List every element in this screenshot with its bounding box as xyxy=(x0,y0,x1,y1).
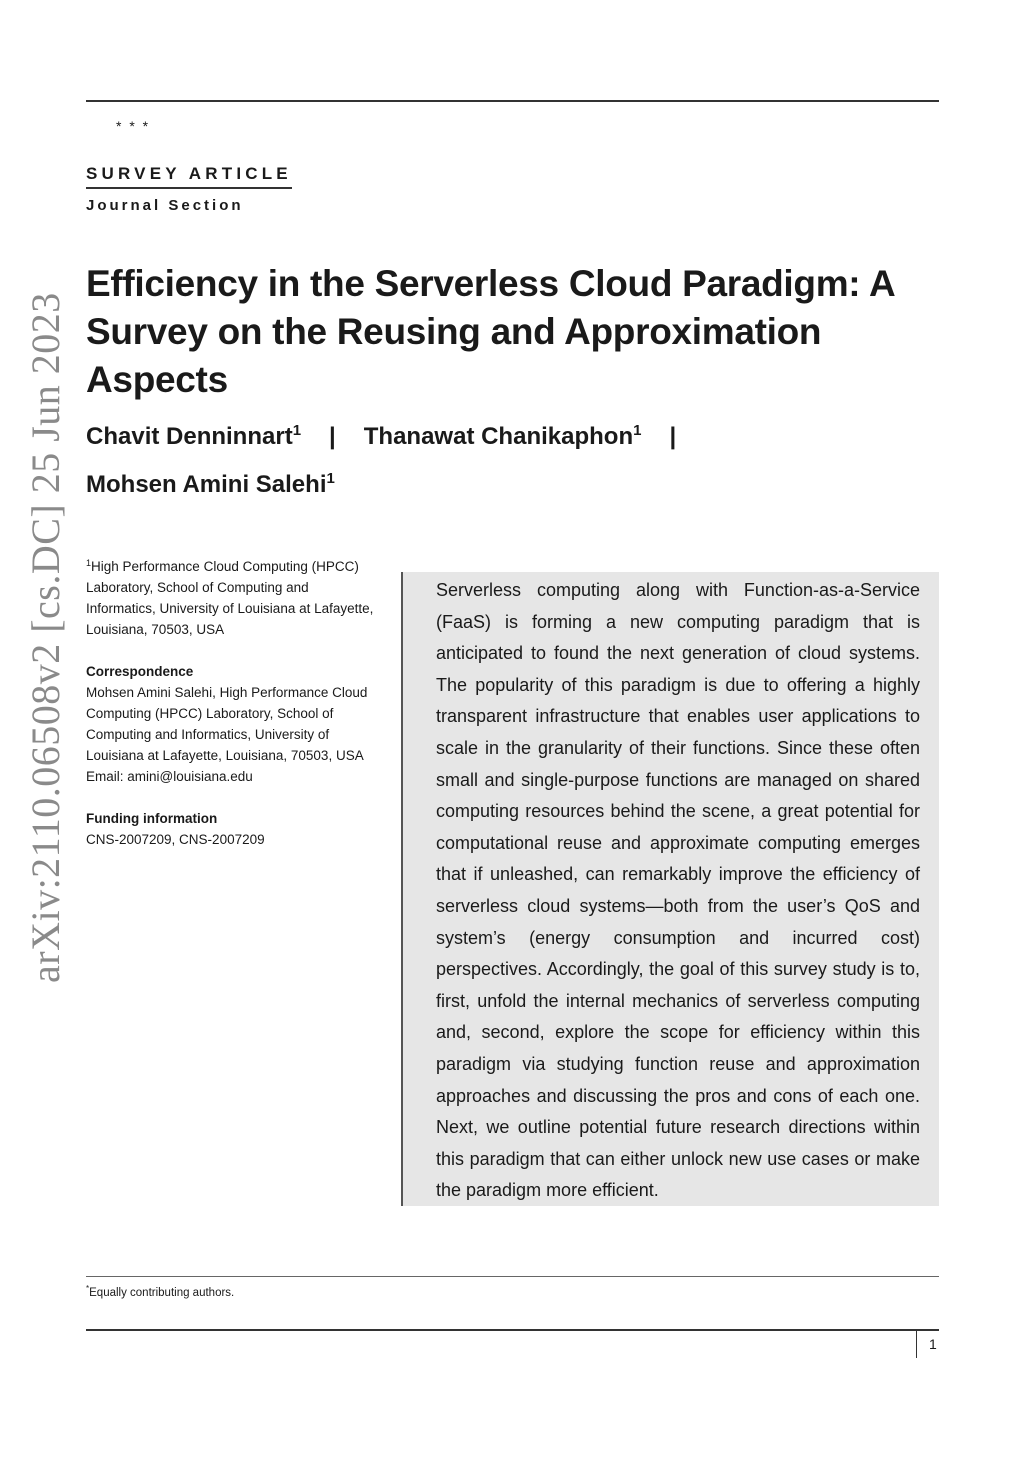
bottom-rule xyxy=(86,1329,939,1331)
affiliation xyxy=(86,553,376,640)
footnote-text: Equally contributing authors. xyxy=(89,1287,235,1299)
author-name[interactable]: Thanawat Chanikaphon xyxy=(363,423,634,450)
arxiv-stamp[interactable]: arXiv:2110.06508v2 [cs.DC] 25 Jun 2023 xyxy=(23,292,68,983)
correspondence xyxy=(86,661,376,787)
affiliation-text: High Performance Cloud Computing (HPCC) Laboratory, School of Computing and Informatics, University of Louisiana at Lafayette, Louisiana, 70503, USA xyxy=(86,559,374,637)
footnote-mark: * xyxy=(86,1284,90,1293)
page-number: 1 xyxy=(929,1336,937,1352)
footnote xyxy=(86,1284,234,1299)
article-type: SURVEY ARTICLE xyxy=(86,163,292,189)
author-separator: | xyxy=(669,423,677,450)
page-number-bar xyxy=(916,1331,917,1358)
funding xyxy=(86,808,376,850)
abstract-box xyxy=(401,572,939,1206)
journal-section: Journal Section xyxy=(86,197,244,214)
author-separator: | xyxy=(329,423,336,450)
abstract-text: Serverless computing along with Function-as-a-Service (FaaS) is forming a new computing paradigm that is anticipated to found the next generation of cloud systems. The popularity of this paradigm is due to offering a highly transparent infrastructure that enables user applications to scale in the granularity of their functions. Since these often small and single-purpose functions are managed on shared computing resources behind the scene, a great potential for computational reuse and approximate computing emerges that if unleashed, can remarkably improve the efficiency of serverless cloud systems—both from the user’s QoS and system’s (energy consumption and incurred cost) perspectives. Accordingly, the goal of this survey study is to, first, unfold the internal mechanics of serverless computing and, second, explore the scope for efficiency within this paradigm via studying function reuse and approximation approaches and discussing the pros and cons of each one. Next, we outline potential future research directions within this paradigm that can either unlock new use cases or make the paradigm more efficient. xyxy=(436,580,920,1201)
author-list xyxy=(86,410,786,506)
author-name[interactable]: Mohsen Amini Salehi xyxy=(86,471,327,498)
affiliation-mark: 1 xyxy=(86,558,92,568)
paper-title: Efficiency in the Serverless Cloud Paradigm: A Survey on the Reusing and Approximation Aspects xyxy=(86,263,894,400)
author-affiliation-mark: 1 xyxy=(326,470,335,487)
funding-heading: Funding information xyxy=(86,811,218,826)
correspondence-heading: Correspondence xyxy=(86,664,194,679)
correspondence-text: Mohsen Amini Salehi, High Performance Cloud Computing (HPCC) Laboratory, School of Computing and Informatics, University of Louisiana at Lafayette, Louisiana, 70503, USA xyxy=(86,685,368,763)
funding-text: CNS-2007209, CNS-2007209 xyxy=(86,832,265,847)
author-affiliation-mark: 1 xyxy=(633,422,642,439)
correspondence-email[interactable]: Email: amini@louisiana.edu xyxy=(86,769,253,784)
header-stars: * * * xyxy=(116,118,151,134)
author-affiliation-mark: 1 xyxy=(292,422,302,439)
footnote-rule xyxy=(86,1276,939,1277)
author-name[interactable]: Chavit Denninnart xyxy=(86,423,293,450)
top-rule xyxy=(86,100,939,102)
affiliation-column xyxy=(86,553,376,871)
